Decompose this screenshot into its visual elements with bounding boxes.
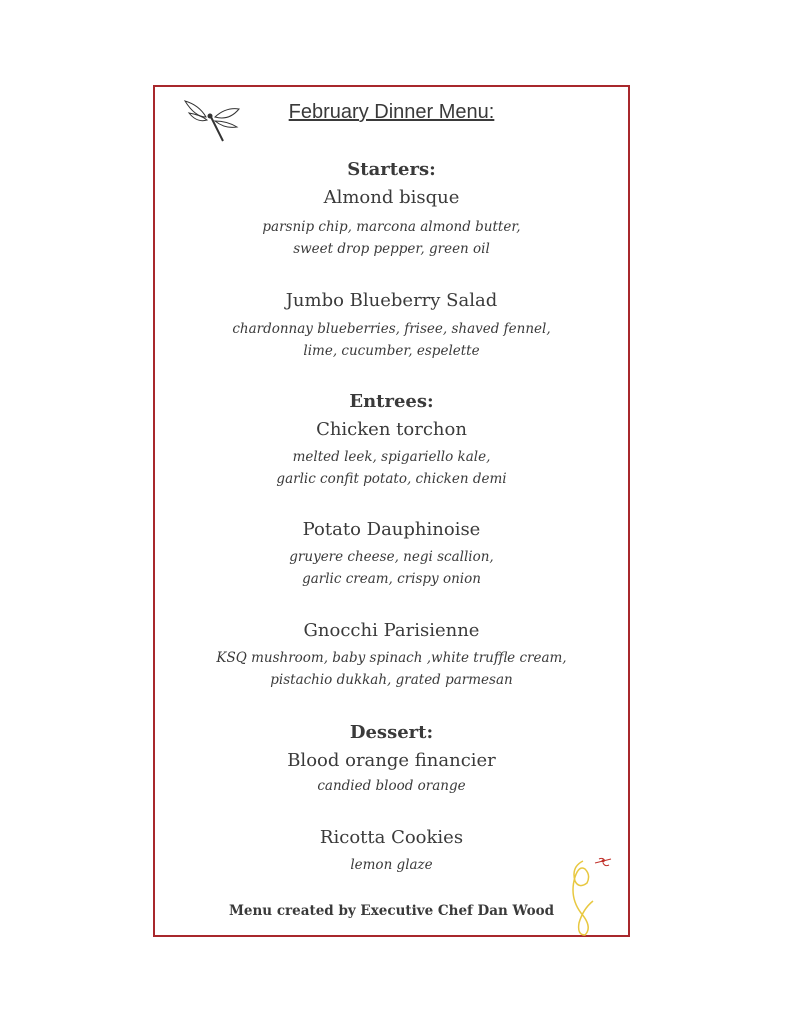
dish-desc: sweet drop pepper, green oil [293, 241, 490, 257]
dish-desc: garlic cream, crispy onion [302, 571, 481, 587]
dish-name: Potato Dauphinoise [302, 519, 481, 540]
menu-card [153, 85, 630, 937]
section-title-starters: Starters: [347, 159, 436, 180]
dish-name: Blood orange financier [287, 750, 496, 771]
section-title-entrees: Entrees: [349, 391, 434, 412]
dish-desc: candied blood orange [317, 778, 466, 794]
monogram-logo [565, 857, 615, 937]
dish-desc: melted leek, spigariello kale, [292, 449, 491, 465]
dish-desc: lime, cucumber, espelette [303, 343, 480, 359]
dish-name: Gnocchi Parisienne [303, 620, 480, 641]
dish-desc: chardonnay blueberries, frisee, shaved fennel, [232, 321, 551, 337]
dish-desc: parsnip chip, marcona almond butter, [262, 219, 521, 235]
dish-desc: KSQ mushroom, baby spinach ,white truffle cream, [216, 650, 567, 666]
dish-desc: garlic confit potato, chicken demi [276, 471, 507, 487]
dish-name: Almond bisque [323, 187, 460, 208]
dish-desc: gruyere cheese, negi scallion, [289, 549, 494, 565]
menu-title: February Dinner Menu: [288, 101, 495, 123]
dish-name: Chicken torchon [316, 419, 467, 440]
section-title-dessert: Dessert: [349, 722, 434, 743]
dish-name: Ricotta Cookies [319, 827, 464, 848]
dish-desc: lemon glaze [350, 857, 433, 873]
dish-name: Jumbo Blueberry Salad [285, 290, 498, 311]
chef-credit: Menu created by Executive Chef Dan Wood [228, 903, 555, 919]
dish-desc: pistachio dukkah, grated parmesan [270, 672, 513, 688]
